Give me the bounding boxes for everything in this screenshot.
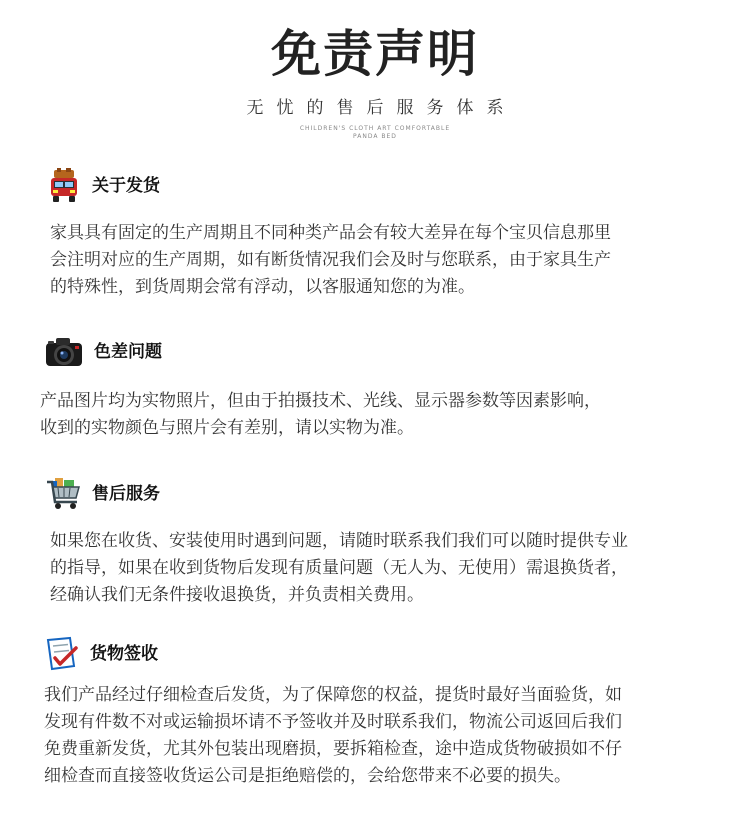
shopping-cart-icon	[46, 476, 82, 512]
tagline-line-1: CHILDREN'S CLOTH ART COMFORTABLE	[299, 125, 451, 132]
page-title: 免责声明	[271, 25, 479, 83]
section-body	[50, 528, 628, 609]
section-header	[46, 476, 160, 512]
body-line: 经确认我们无条件接收退换货，并负责相关费用。	[50, 585, 424, 605]
body-line: 收到的实物颜色与照片会有差别，请以实物为准。	[40, 418, 414, 438]
section-body	[44, 682, 622, 790]
body-line: 的指导，如果在收到货物后发现有质量问题（无人为、无使用）需退换货者，	[50, 558, 628, 578]
section-header	[46, 168, 160, 204]
truck-icon	[46, 168, 82, 204]
body-line: 产品图片均为实物照片，但由于拍摄技术、光线、显示器参数等因素影响，	[40, 391, 601, 411]
tagline	[0, 125, 750, 141]
camera-icon	[44, 334, 84, 370]
section-title: 货物签收	[90, 644, 158, 664]
body-line: 细检查而直接签收货运公司是拒绝赔偿的，会给您带来不必要的损失。	[44, 766, 571, 786]
body-line: 家具具有固定的生产周期且不同种类产品会有较大差异在每个宝贝信息那里	[50, 223, 611, 243]
section-body	[50, 220, 611, 301]
checklist-icon	[44, 636, 80, 672]
body-line: 免费重新发货，尤其外包装出现磨损，要拆箱检查，途中造成货物破损如不仔	[44, 739, 622, 759]
section-header	[44, 636, 158, 672]
body-line: 的特殊性，到货周期会常有浮动，以客服通知您的为准。	[50, 277, 475, 297]
section-header	[44, 334, 162, 370]
body-line: 发现有件数不对或运输损坏请不予签收并及时联系我们，物流公司返回后我们	[44, 712, 622, 732]
body-line: 会注明对应的生产周期，如有断货情况我们会及时与您联系，由于家具生产	[50, 250, 611, 270]
section-body	[40, 388, 601, 442]
body-line: 我们产品经过仔细检查后发货，为了保障您的权益，提货时最好当面验货，如	[44, 685, 622, 705]
tagline-line-2: PANDA BED	[353, 133, 397, 140]
section-title: 色差问题	[94, 342, 162, 362]
section-title: 售后服务	[92, 484, 160, 504]
section-title: 关于发货	[92, 176, 160, 196]
page-subtitle: 无忧的售后服务体系	[246, 98, 517, 118]
body-line: 如果您在收货、安装使用时遇到问题，请随时联系我们我们可以随时提供专业	[50, 531, 628, 551]
